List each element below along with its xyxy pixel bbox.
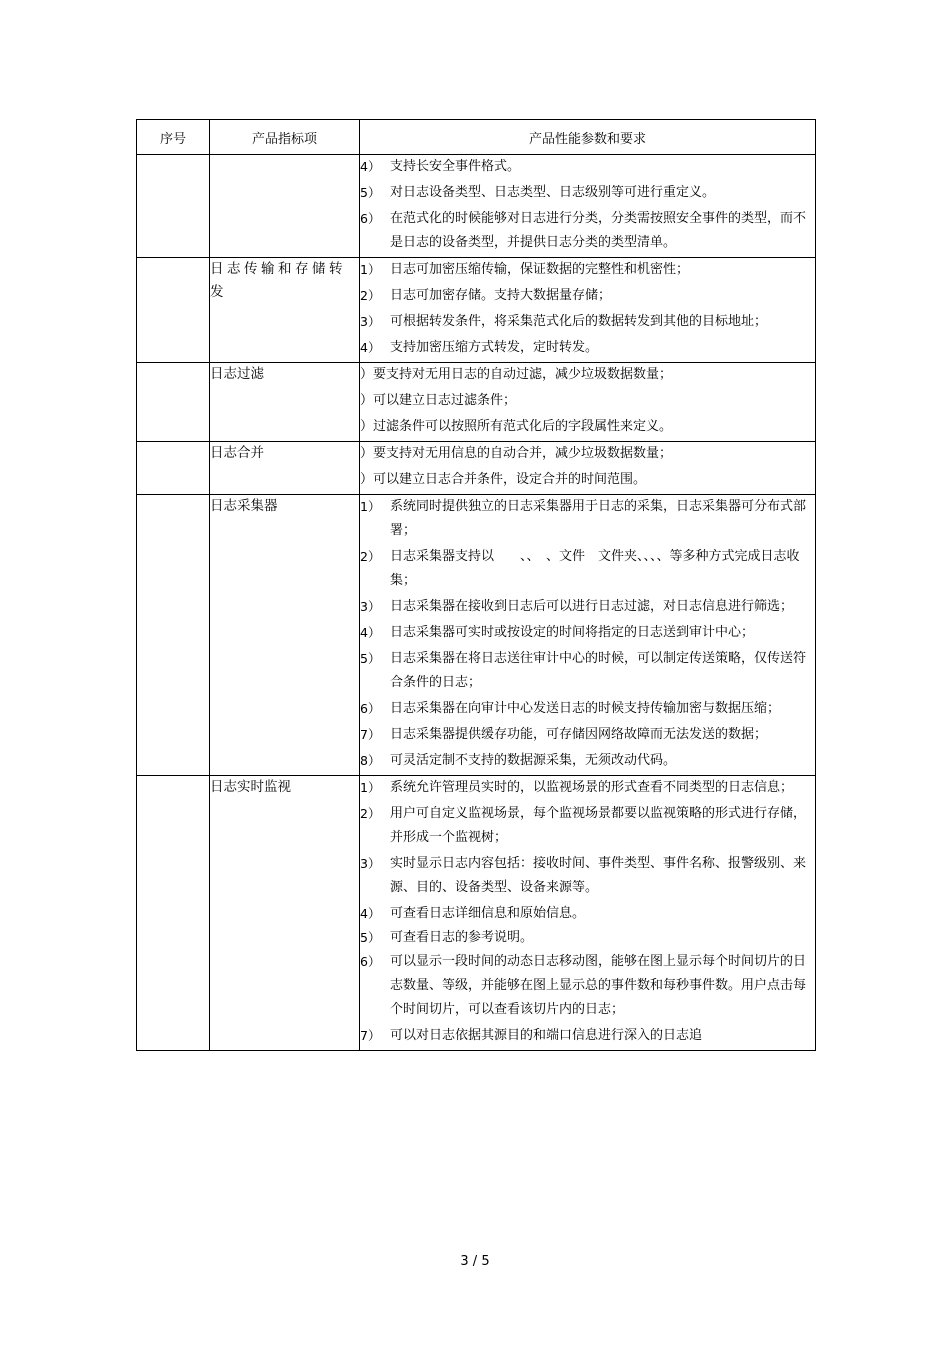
param-line [360,697,815,721]
param-line [360,621,815,645]
param-line [360,595,815,619]
param-text: 支持长安全事件格式。 [390,159,521,174]
param-number: 8） [360,753,381,768]
table-row [137,776,816,1051]
param-line [360,926,815,950]
param-text: 可根据转发条件，将采集范式化后的数据转发到其他的目标地址； [390,314,768,329]
param-line [360,647,815,695]
param-text: 系统允许管理员实时的，以监视场景的形式查看不同类型的日志信息； [390,780,794,795]
table-row [137,363,816,442]
param-line [360,155,815,179]
param-number: 4） [360,340,381,355]
params-cell [360,363,816,442]
param-text: 在范式化的时候能够对日志进行分类，分类需按照安全事件的类型，而不是日志的设备类型，并提供日志分类的类型清单。 [390,211,807,250]
item-label: 日志采集器 [210,498,278,514]
item-label: 日志合并 [210,445,264,461]
param-line [360,181,815,205]
param-line [360,389,815,413]
param-number: 3） [360,599,381,614]
param-number: 1） [360,499,381,514]
item-cell [210,442,360,495]
params-cell [360,155,816,258]
param-number: 2） [360,288,381,303]
param-text: 可查看日志的参考说明。 [390,930,534,945]
param-number: 2） [360,806,381,821]
param-line [360,852,815,900]
seq-cell [137,495,210,776]
param-line [360,950,815,1022]
param-number: 5） [360,930,381,945]
param-text: 日志采集器支持以 、、 、文件 文件夹、、、、等多种方式完成日志收集； [390,549,800,588]
param-line [360,749,815,773]
param-number: 5） [360,651,381,666]
param-text: 可灵活定制不支持的数据源采集，无须改动代码。 [390,753,677,768]
item-cell [210,363,360,442]
param-number: 4） [360,906,381,921]
table-row [137,258,816,363]
param-number: 6） [360,954,381,969]
seq-cell [137,776,210,1051]
params-cell [360,495,816,776]
param-line [360,336,815,360]
param-text: ）要支持对无用日志的自动过滤，减少垃圾数据数量； [360,367,673,382]
param-text: 日志采集器在向审计中心发送日志的时候支持传输加密与数据压缩； [390,701,781,716]
param-line [360,545,815,593]
param-line [360,363,815,387]
param-line [360,442,815,466]
table-body [137,155,816,1051]
table-header-row [137,120,816,155]
param-text: ）要支持对无用信息的自动合并，减少垃圾数据数量； [360,446,673,461]
param-text: 日志可加密存储。支持大数据量存储； [390,288,612,303]
table-row [137,442,816,495]
param-line [360,468,815,492]
param-line [360,415,815,439]
param-number: 5） [360,185,381,200]
param-number: 3） [360,856,381,871]
param-line [360,1024,815,1048]
seq-cell [137,442,210,495]
param-text: 可以对日志依据其源目的和端口信息进行深入的日志追 [390,1028,703,1043]
table-row [137,155,816,258]
item-cell [210,495,360,776]
param-text: 日志采集器可实时或按设定的时间将指定的日志送到审计中心； [390,625,755,640]
param-line [360,802,815,850]
header-params: 产品性能参数和要求 [360,120,816,155]
item-label: 日志实时监视 [210,779,291,795]
item-label: 日志过滤 [210,366,264,382]
param-line [360,207,815,255]
param-text: 日志可加密压缩传输，保证数据的完整性和机密性； [390,262,690,277]
param-text: ）过滤条件可以按照所有范式化后的字段属性来定义。 [360,419,673,434]
param-number: 6） [360,211,381,226]
param-text: 用户可自定义监视场景，每个监视场景都要以监视策略的形式进行存储，并形成一个监视树； [390,806,807,845]
param-text: 日志采集器提供缓存功能，可存储因网络故障而无法发送的数据； [390,727,768,742]
param-number: 2） [360,549,381,564]
header-item: 产品指标项 [210,120,360,155]
param-number: 7） [360,727,381,742]
param-line [360,902,815,926]
param-number: 3） [360,314,381,329]
param-line [360,284,815,308]
params-cell [360,442,816,495]
param-line [360,258,815,282]
param-number: 1） [360,780,381,795]
param-line [360,776,815,800]
params-cell [360,776,816,1051]
param-number: 4） [360,159,381,174]
header-seq: 序号 [137,120,210,155]
seq-cell [137,155,210,258]
item-cell [210,155,360,258]
param-text: 可以显示一段时间的动态日志移动图，能够在图上显示每个时间切片的日志数量、等级，并能够在图上显示总的事件数和每秒事件数。用户点击每个时间切片，可以查看该切片内的日志； [390,954,807,1017]
param-line [360,723,815,747]
table-row [137,495,816,776]
param-text: 支持加密压缩方式转发，定时转发。 [390,340,599,355]
param-number: 6） [360,701,381,716]
param-text: 可查看日志详细信息和原始信息。 [390,906,586,921]
param-number: 4） [360,625,381,640]
param-text: ）可以建立日志合并条件，设定合并的时间范围。 [360,472,647,487]
param-text: 日志采集器在将日志送往审计中心的时候，可以制定传送策略，仅传送符合条件的日志； [390,651,807,690]
item-label: 日志传输和存储转发 [210,261,346,300]
params-cell [360,258,816,363]
param-text: 系统同时提供独立的日志采集器用于日志的采集，日志采集器可分布式部署； [390,499,807,538]
seq-cell [137,258,210,363]
param-text: ）可以建立日志过滤条件； [360,393,517,408]
param-line [360,495,815,543]
param-number: 7） [360,1028,381,1043]
param-text: 日志采集器在接收到日志后可以进行日志过滤，对日志信息进行筛选； [390,599,794,614]
spec-table [136,119,816,1051]
page-number: 3 / 5 [460,1254,490,1269]
seq-cell [137,363,210,442]
param-text: 对日志设备类型、日志类型、日志级别等可进行重定义。 [390,185,716,200]
param-line [360,310,815,334]
param-number: 1） [360,262,381,277]
param-text: 实时显示日志内容包括：接收时间、事件类型、事件名称、报警级别、来源、目的、设备类型、设备来源等。 [390,856,807,895]
item-cell [210,776,360,1051]
item-cell [210,258,360,363]
